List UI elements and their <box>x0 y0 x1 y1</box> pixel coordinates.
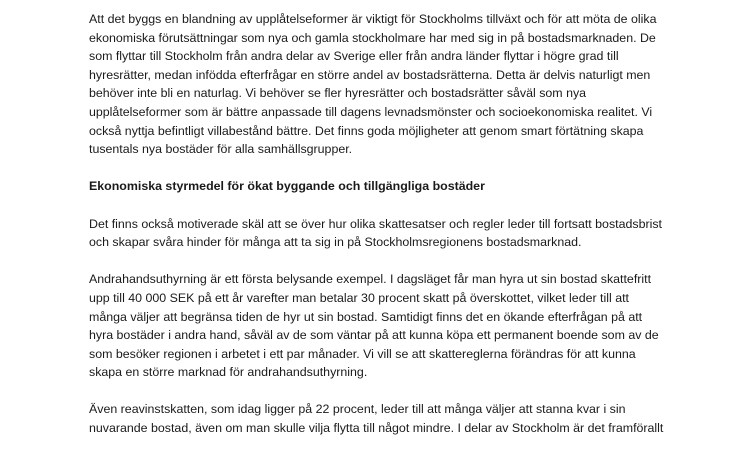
text-line: hyresrätter, medan infödda efterfrågar en större andel av bostadsrätterna. Detta är delvis naturligt men <box>89 67 651 82</box>
text-line: hyra bostäder i andra hand, såväl av de som väntar på att kunna köpa ett permanent boende som av de <box>89 328 659 343</box>
section-heading: Ekonomiska styrmedel för ökat byggande och tillgängliga bostäder <box>89 179 485 194</box>
text-line: skapa en större marknad för andrahandsuthyrning. <box>89 365 368 380</box>
text-line: många väljer att begränsa tiden de hyr ut sin bostad. Samtidigt finns det en ökande efterfrågan på att <box>89 309 643 324</box>
text-line: också nyttja befintligt villabestånd bättre. Det finns goda möjligheter att genom smart förtätning skapa <box>89 123 644 138</box>
paragraph-capital-gains <box>89 400 679 437</box>
text-line: upp till 40 000 SEK på ett år varefter man betalar 30 procent skatt på överskottet, vilket leder till att <box>89 290 629 305</box>
document-body <box>89 10 679 456</box>
text-line: Det finns också motiverade skäl att se över hur olika skattesatser och regler leder till fortsatt bostadsbrist <box>89 216 662 231</box>
text-line: behöver inte bli en naturlag. Vi behöver se fler hyresrätter och bostadsrätter såväl som nya <box>89 86 587 101</box>
text-line: ekonomiska förutsättningar som nya och gamla stockholmare har med sig in på bostadsmarknaden. De <box>89 30 656 45</box>
paragraph-subletting <box>89 270 679 382</box>
text-line: upplåtelseformer som är bättre anpassade till dagens levnadsmönster och socioekonomiska realitet. Vi <box>89 104 653 119</box>
text-line: Att det byggs en blandning av upplåtelseformer är viktigt för Stockholms tillväxt och för att möta de olika <box>89 12 657 26</box>
text-line: och skapar svåra hinder för många att ta sig in på Stockholmsregionens bostadsmarknad. <box>89 235 582 250</box>
text-line: Andrahandsuthyrning är ett första belysande exempel. I dagsläget får man hyra ut sin bostad skattefritt <box>89 272 652 287</box>
paragraph-tax-rules <box>89 215 679 252</box>
text-line: Även reavinstskatten, som idag ligger på 22 procent, leder till att många väljer att stanna kvar i sin <box>89 402 626 417</box>
text-line: som flyttar till Stockholm från andra delar av Sverige eller från andra länder flyttar i högre grad till <box>89 49 619 64</box>
paragraph-growth <box>89 10 679 159</box>
text-line: som besöker regionen i arbetet i ett par månader. Vi vill se att skattereglerna förändras för att kunna <box>89 346 636 361</box>
text-line: tusentals nya bostäder för alla samhällsgrupper. <box>89 142 353 157</box>
text-line: nuvarande bostad, även om man skulle vilja flytta till något mindre. I delar av Stockholm är det framförallt <box>89 421 664 436</box>
